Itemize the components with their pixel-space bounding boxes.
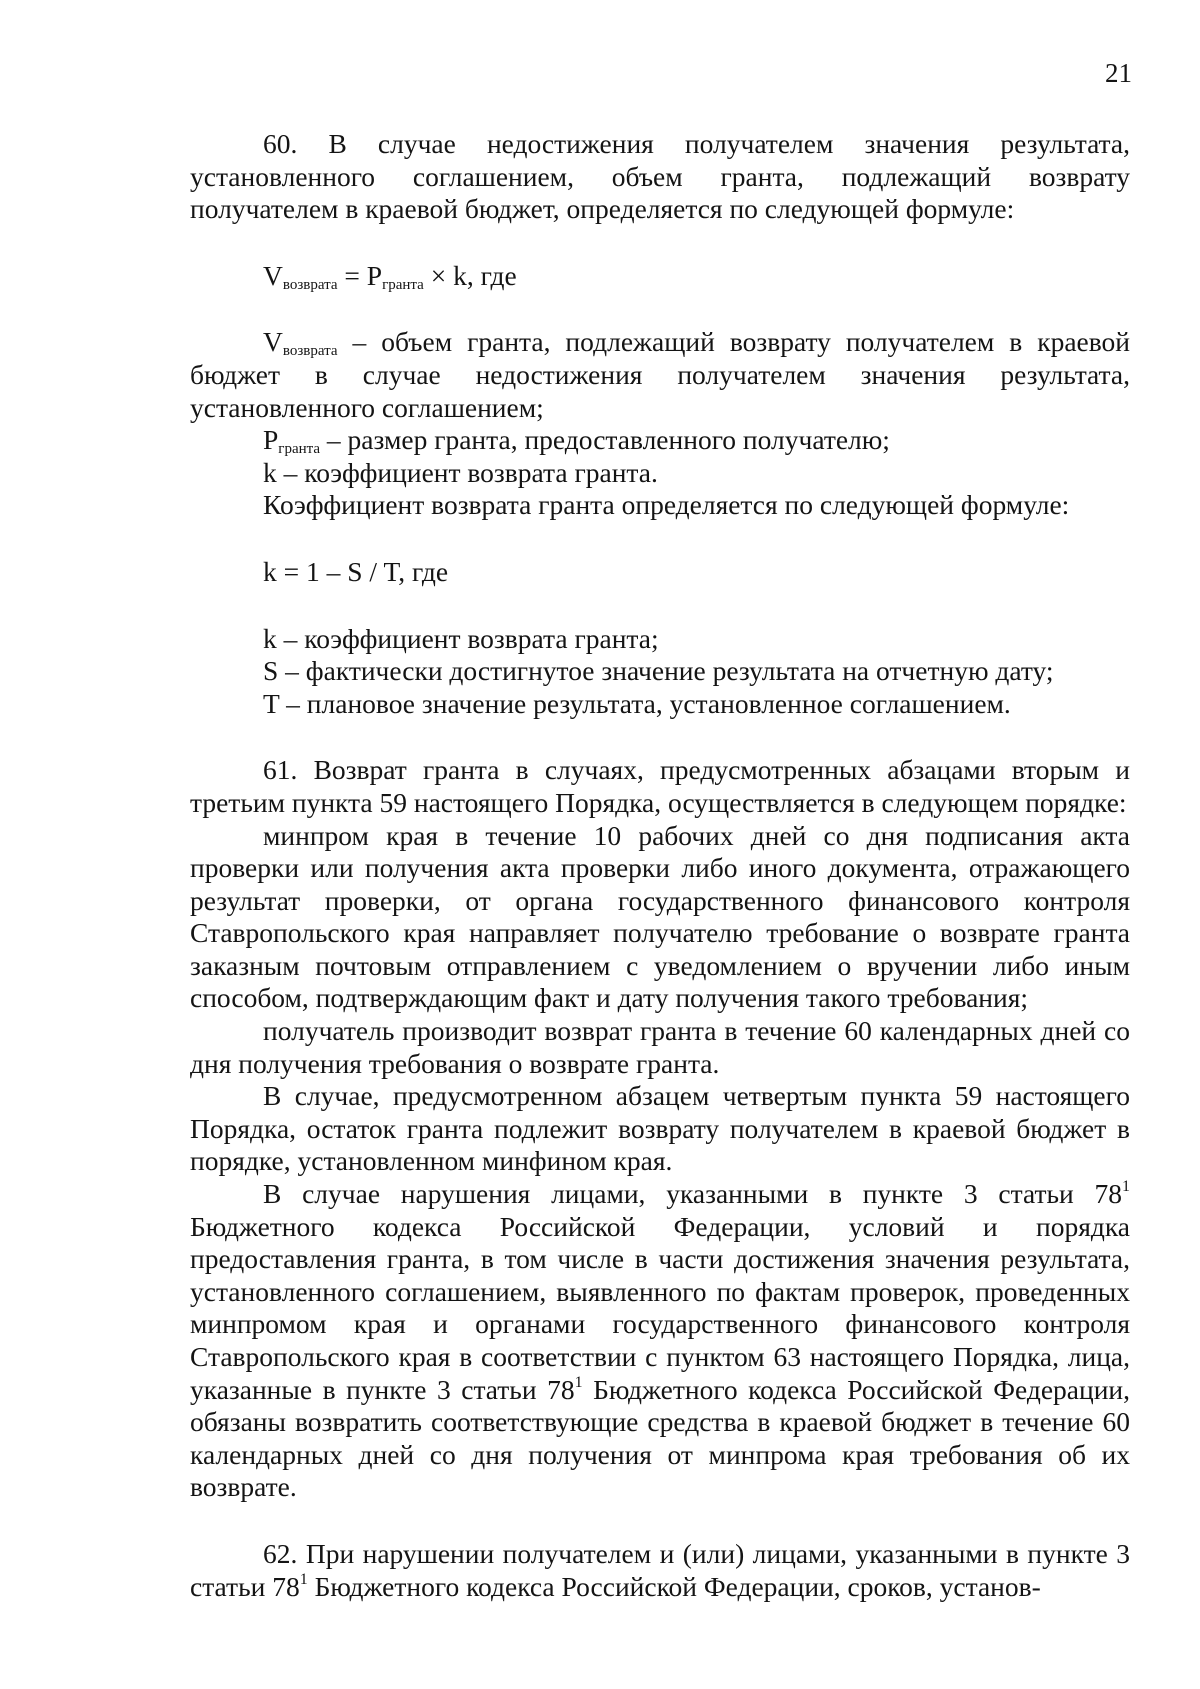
formula-coefficient: k = 1 – S / T, где [263, 555, 449, 587]
definition-k-2: k – коэффициент возврата гранта; [263, 622, 659, 654]
violation-text-3: Бюджетного кодекса Российской Федерации, обязаны возвратить соответствующие средства в краевой бюджет в течение 60 календарных дней со дня получения от минпрома края требования об их возврате. [190, 1373, 1131, 1503]
formula-v: V [263, 259, 283, 291]
formula-p: P [366, 259, 383, 291]
p62-sup: 1 [299, 1570, 308, 1588]
formula-p-subscript: гранта [382, 276, 424, 293]
definition-p-text: – размер гранта, предоставленного получателю; [320, 424, 890, 456]
definition-v [190, 326, 1130, 424]
formula-refund-volume [263, 260, 1130, 293]
definition-s: S – фактически достигнутое значение результата на отчетную дату; [263, 655, 1054, 687]
violation-sup-1: 1 [1122, 1178, 1130, 1196]
paragraph-61: 61. Возврат гранта в случаях, предусмотренных абзацами вторым и третьим пункта 59 настоящего Порядка, осуществляется в следующем порядке: [190, 754, 1130, 818]
paragraph-60: 60. В случае недостижения получателем значения результата, установленного соглашением, объем гранта, подлежащий возврату получателем в краевой бюджет, определяется по следующей формуле: [190, 128, 1130, 225]
definition-k: k – коэффициент возврата гранта. [263, 456, 658, 488]
formula-rest: × k, где [423, 259, 517, 291]
paragraph-61-recipient: получатель производит возврат гранта в течение 60 календарных дней со дня получения требования о возврате гранта. [190, 1015, 1130, 1079]
document-body [190, 128, 1130, 1603]
page-number: 21 [1105, 58, 1132, 88]
paragraph-61-violation [190, 1178, 1130, 1504]
definition-p [190, 424, 1130, 457]
definition-v-symbol: V [263, 326, 283, 358]
p62-text-2: Бюджетного кодекса Российской Федерации, сроков, установ- [307, 1570, 1041, 1602]
definition-v-subscript: возврата [282, 343, 338, 360]
paragraph-62 [190, 1538, 1130, 1603]
violation-text-1: В случае нарушения лицами, указанными в пункте 3 статьи 78 [263, 1178, 1122, 1210]
formula-v-subscript: возврата [282, 276, 338, 293]
definition-p-subscript: гранта [278, 441, 321, 458]
paragraph-61-minprom: минпром края в течение 10 рабочих дней со дня подписания акта проверки или получения акта проверки либо иного документа, отражающего результат проверки, от органа государственного финансового контроля Ставропольского края направляет получателю требование о возврате гранта заказным почтовым отправлением с уведомлением о вручении либо иным способом, подтверждающим факт и дату получения такого требования; [190, 819, 1130, 1014]
formula-eq: = [337, 259, 367, 291]
coefficient-intro: Коэффициент возврата гранта определяется по следующей формуле: [263, 489, 1070, 521]
definition-t: T – плановое значение результата, установленное соглашением. [263, 687, 1011, 719]
violation-text-2: Бюджетного кодекса Российской Федерации, условий и порядка предоставления гранта, в том числе в части достижения значения результата, установленного соглашением, выявленного по фактам проверок, проведенных минпромом края и органами государственного финансового контроля Ставропольского края в соответствии с пунктом 63 настоящего Порядка, лица, указанные в пункте 3 статьи 78 [190, 1210, 1130, 1405]
p62-text-1: 62. При нарушении получателем и (или) лицами, указанными в пункте 3 статьи 78 [190, 1537, 1130, 1602]
violation-sup-2: 1 [574, 1373, 583, 1391]
paragraph-61-remainder: В случае, предусмотренном абзацем четвертым пункта 59 настоящего Порядка, остаток гранта подлежит возврату получателем в краевой бюджет в порядке, установленном минфином края. [190, 1080, 1130, 1177]
definition-p-symbol: P [263, 424, 279, 456]
definition-v-text: – объем гранта, подлежащий возврату получателем в краевой бюджет в случае недостижения получателем значения результата, установленного соглашением; [190, 326, 1130, 423]
